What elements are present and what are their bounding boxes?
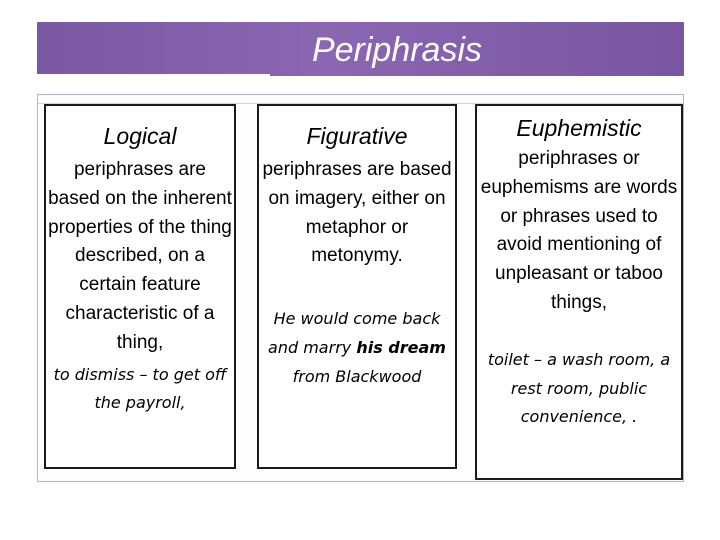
column-heading: Logical	[103, 123, 177, 149]
slide-title: Periphrasis	[311, 31, 483, 69]
column-figurative	[257, 104, 457, 469]
title-underline	[37, 74, 270, 76]
column-heading: Euphemistic	[516, 115, 642, 141]
column-heading: Figurative	[306, 123, 408, 149]
column-definition: periphrases are based on the inherent properties of the thing described, on a certain feature characteristic of a thing,	[48, 159, 232, 353]
column-euphemistic	[475, 104, 683, 480]
column-logical	[44, 104, 236, 469]
example-emphasis: his dream	[356, 337, 446, 357]
column-example	[259, 305, 455, 391]
column-definition: periphrases are based on imagery, either on metaphor or metonymy.	[262, 159, 452, 267]
column-example: to dismiss – to get off the payroll,	[53, 364, 227, 413]
example-text: He would come back and marry	[268, 309, 441, 357]
example-text: from Blackwood	[292, 366, 422, 386]
title-bar	[37, 22, 684, 76]
column-example: toilet – a wash room, a rest room, public convenience, .	[487, 349, 671, 427]
column-definition: periphrases or euphemisms are words or phrases used to avoid mentioning of unpleasant or taboo things,	[480, 148, 678, 313]
